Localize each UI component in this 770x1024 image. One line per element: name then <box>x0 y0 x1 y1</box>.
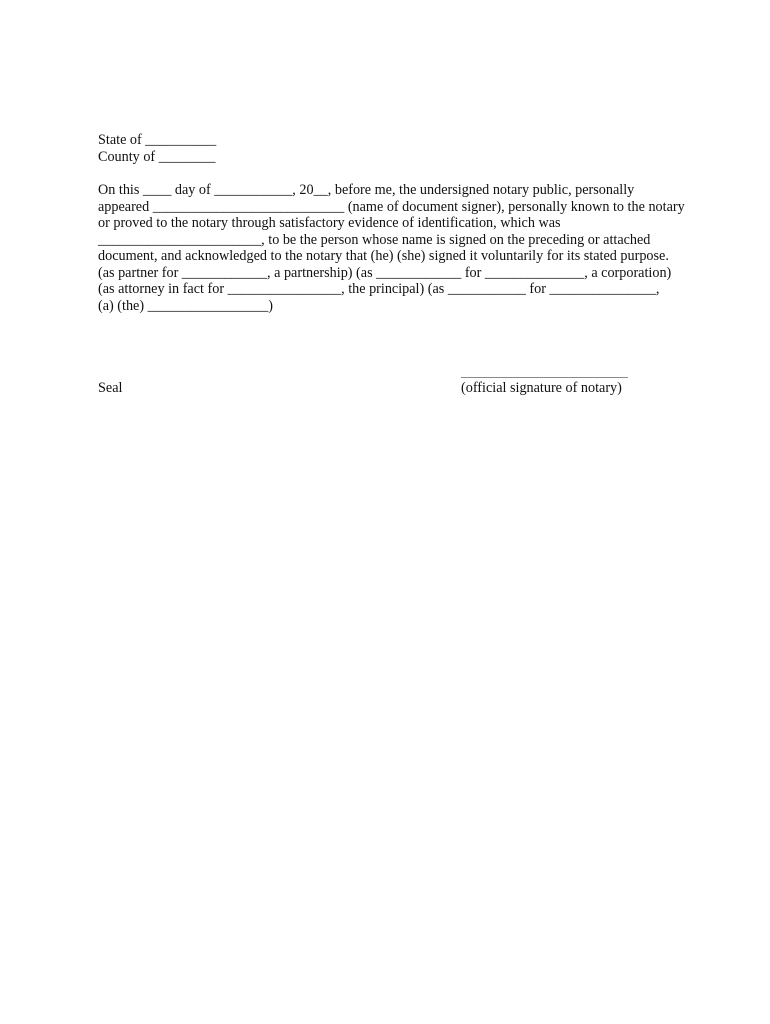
acknowledgment-paragraph <box>98 182 698 314</box>
acknowledgment-line: (as attorney in fact for ________________, the principal) (as ___________ for _______________, <box>98 281 660 297</box>
acknowledgment-line: _______________________, to be the person whose name is signed on the preceding or attached <box>98 231 651 248</box>
signature-caption: (official signature of notary) <box>461 380 622 396</box>
acknowledgment-line: (as partner for ____________, a partnership) (as ____________ for ______________, a corporation) <box>98 264 672 281</box>
state-line: State of __________ <box>98 132 217 148</box>
acknowledgment-line: appeared ___________________________ (name of document signer), personally known to the notary <box>98 198 685 215</box>
acknowledgment-line: or proved to the notary through satisfactory evidence of identification, which was <box>98 215 561 231</box>
acknowledgment-line: (a) (the) _________________) <box>98 297 273 314</box>
county-line: County of ________ <box>98 149 216 165</box>
signature-line <box>461 377 628 378</box>
venue-block <box>98 132 216 166</box>
acknowledgment-line: On this ____ day of ___________, 20__, before me, the undersigned notary public, personally <box>98 182 635 198</box>
seal-label: Seal <box>98 380 123 396</box>
acknowledgment-line: document, and acknowledged to the notary that (he) (she) signed it voluntarily for its stated purpose. <box>98 248 669 264</box>
